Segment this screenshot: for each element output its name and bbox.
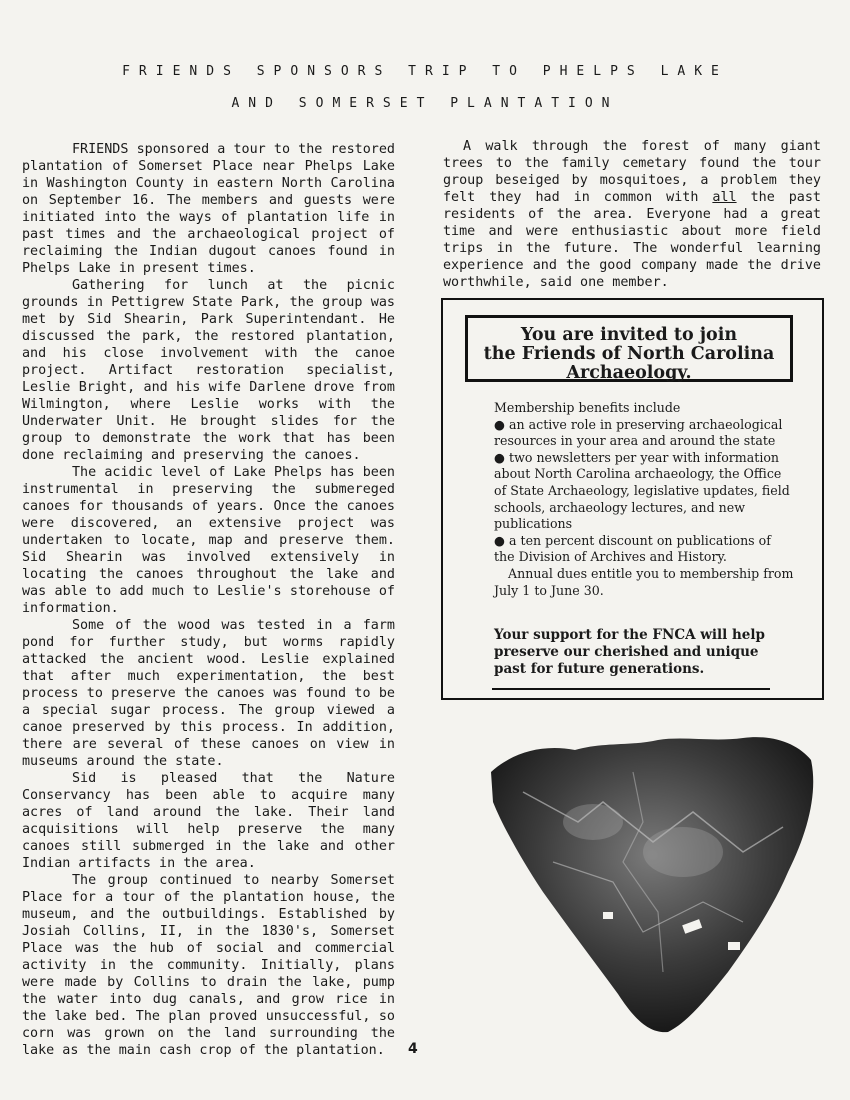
paragraph-2: Gathering for lunch at the picnic grounds in Pettigrew State Park, the group was met by Sid Shearin, Park Superintendant. He discussed the park, the restored plantation, and his close involvement with the canoe project. Artifact restoration specialist, Leslie Bright, and his wife Darlene drove from Wilmington, where Leslie works with the Underwater Unit. He brought slides for the group to demonstrate the work that has been done reclaiming and preserving the canoes.: [22, 278, 395, 463]
left-column: [22, 141, 395, 1059]
benefit-text: a ten percent discount on publications of the Division of Archives and History.: [494, 532, 771, 565]
benefit-item: [494, 450, 794, 533]
closing-text-a: A walk through the forest of many giant trees to the family cemetary found the tour group beseiged by mosquitoes, a problem they felt they had in common with: [443, 139, 821, 205]
membership-ad: [441, 298, 824, 700]
benefits-intro: Membership benefits include: [494, 400, 681, 415]
paragraph-4: Some of the wood was tested in a farm pond for further study, but worms rapidly attacked the ancient wood. Leslie explained that after much experimentation, the best process to preserve the canoes was found to be a special sugar process. The group viewed a canoe preserved by this process. In addition, there are several of these canoes on view in museums around the state.: [22, 618, 395, 769]
divider: [492, 688, 770, 690]
paragraph-6: The group continued to nearby Somerset Place for a tour of the plantation house, the museum, and the outbuildings. Established by Josiah Collins, II, in the 1830's, Somerset Place was the hub of social and commercial activity in the community. Initially, plans were made by Collins to drain the lake, pump the water into dug canals, and grow rice in the lake bed. The plan proved unsuccessful, so corn was grown on the land surrounding the lake as the main cash crop of the plantation.: [22, 873, 395, 1058]
bullet-icon: ●: [494, 532, 505, 548]
page-number: 4: [408, 1041, 418, 1057]
title-line-2: AND SOMERSET PLANTATION: [231, 96, 619, 111]
closing-text-underlined: all: [712, 190, 737, 205]
dues-text: Annual dues entitle you to membership from July 1 to June 30.: [494, 565, 794, 598]
benefits-list: [494, 400, 794, 599]
invite-line-2: the Friends of North Carolina: [483, 344, 775, 364]
bullet-icon: ●: [494, 416, 505, 432]
closing-text-b: the past residents of the area. Everyone had a great time and were enthusiastic about more field trips in the future. The wonderful learning experience and the good company made the drive worthwhile, said one member.: [443, 190, 821, 290]
invite-line-3: Archaeology.: [566, 363, 692, 383]
invite-line-1: You are invited to join: [520, 325, 738, 345]
benefit-text: an active role in preserving archaeological resources in your area and around the state: [494, 416, 783, 449]
benefit-item: [494, 533, 794, 566]
bullet-icon: ●: [494, 449, 505, 465]
support-message: Your support for the FNCA will help preserve our cherished and unique past for future generations.: [494, 627, 765, 677]
paragraph-3: The acidic level of Lake Phelps has been instrumental in preserving the submereged canoes for thousands of years. Once the canoes were discovered, an extensive project was undertaken to locate, map and preserve them. Sid Shearin was involved extensively in locating the canoes throughout the lake and was able to add much to Leslie's storehouse of information.: [22, 465, 395, 616]
closing-paragraph: [443, 138, 821, 291]
benefit-item: [494, 417, 794, 450]
canoe-fragment-image: [483, 732, 823, 1037]
paragraph-1: FRIENDS sponsored a tour to the restored plantation of Somerset Place near Phelps Lake in Washington County in eastern North Carolina on September 16. The members and guests were initiated into the ways of plantation life in past times and the archaeological project of reclaiming the Indian dugout canoes found in Phelps Lake in present times.: [22, 142, 395, 276]
right-column: [443, 138, 821, 291]
invite-heading-box: [465, 315, 793, 382]
paragraph-5: Sid is pleased that the Nature Conservancy has been able to acquire many acres of land around the lake. Their land acquisitions will help preserve the many canoes still submerged in the lake and other Indian artifacts in the area.: [22, 771, 395, 871]
benefit-text: two newsletters per year with information about North Carolina archaeology, the Office of State Archaeology, legislative updates, field schools, archaeology lectures, and new publications: [494, 449, 790, 532]
title-line-1: FRIENDS SPONSORS TRIP TO PHELPS LAKE: [122, 64, 728, 79]
